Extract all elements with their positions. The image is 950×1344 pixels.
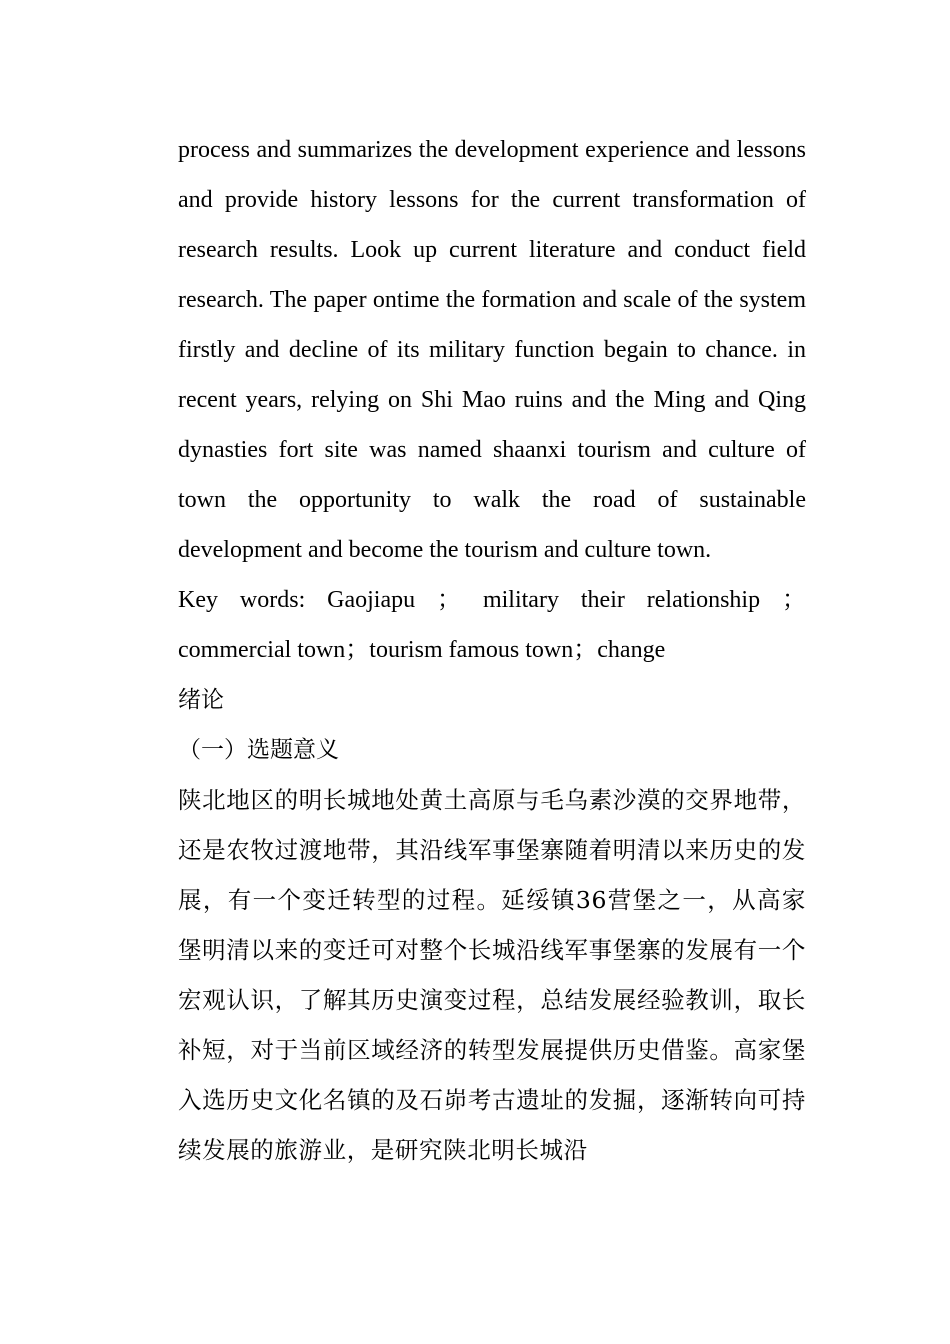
abstract-continuation-paragraph: process and summarizes the development experience and lessons and provide history lessons for the current transformation of research results. Look up current literature and conduct field research. The paper ontime the formation and scale of the system firstly and decline of its military function begain to chance. in recent years, relying on Shi Mao ruins and the Ming and Qing dynasties fort site was named shaanxi tourism and culture of town the opportunity to walk the road of sustainable development and become the tourism and culture town. — [178, 137, 806, 563]
section-heading: 绪论 — [178, 687, 224, 713]
keywords-line: Key words: Gaojiapu ； military their relationship ； commercial town；tourism famous town；change — [178, 587, 806, 663]
subsection-heading: （一）选题意义 — [178, 737, 339, 763]
page-content — [178, 125, 806, 1175]
body-paragraph: 陕北地区的明长城地处黄土高原与毛乌素沙漠的交界地带，还是农牧过渡地带，其沿线军事堡寨随着明清以来历史的发展，有一个变迁转型的过程。延绥镇36营堡之一，从高家堡明清以来的变迁可对整个长城沿线军事堡寨的发展有一个宏观认识，了解其历史演变过程，总结发展经验教训，取长补短，对于当前区域经济的转型发展提供历史借鉴。高家堡入选历史文化名镇的及石峁考古遗址的发掘，逐渐转向可持续发展的旅游业，是研究陕北明长城沿 — [178, 786, 806, 1164]
